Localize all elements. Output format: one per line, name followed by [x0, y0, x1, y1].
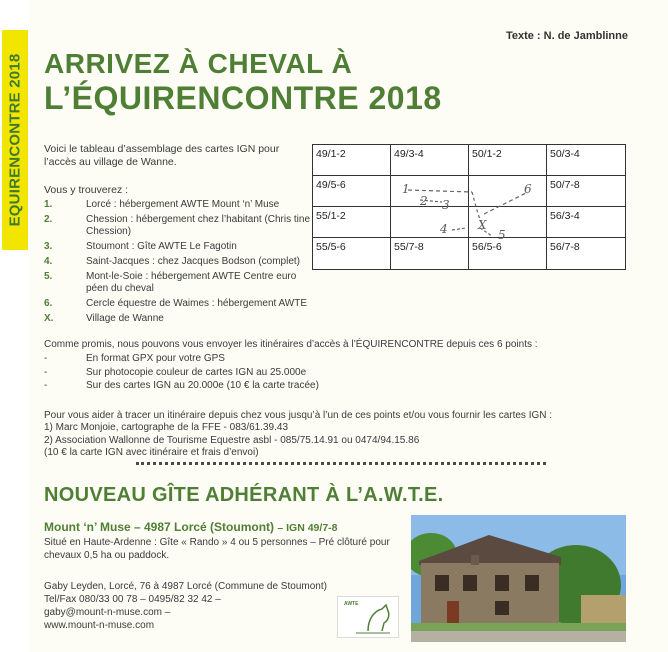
list-item: [44, 313, 319, 325]
list-item-text: Saint-Jacques : chez Jacques Bodson (complet): [86, 255, 300, 267]
map-cell: 49/5-6: [313, 176, 391, 207]
promise-item-text: Sur des cartes IGN au 20.000e (10 € la carte tracée): [86, 380, 319, 392]
map-cell: 55/1-2: [313, 207, 391, 238]
promise-item: [44, 380, 644, 392]
route-label-x: X: [478, 218, 487, 232]
list-item-number: 4.: [44, 255, 53, 267]
map-cell: 50/3-4: [547, 145, 625, 176]
house-photo: [411, 515, 626, 642]
list-item-number: 3.: [44, 241, 53, 253]
list-item: [44, 298, 319, 310]
route-label-5: 5: [498, 228, 506, 242]
list-item: [44, 199, 319, 211]
gite-title: [44, 520, 338, 534]
help-line: Pour vous aider à tracer un itinéraire depuis chez vous jusqu’à l’un de ces points et/ou vous fournir les cartes IGN :: [44, 410, 553, 421]
list-item-number: 2.: [44, 213, 53, 225]
list-item: [44, 241, 319, 253]
list-item: [44, 271, 319, 296]
bullet-dash: -: [44, 380, 48, 392]
contact-email: gaby@mount-n-muse.com –: [44, 607, 171, 618]
map-cell: 56/7-8: [550, 241, 580, 253]
map-cell: 49/3-4: [391, 145, 469, 176]
gite-name: Mount ‘n’ Muse – 4987 Lorcé (Stoumont): [44, 520, 275, 534]
contact-phone: Tel/Fax 080/33 00 78 – 0495/82 32 42 –: [44, 594, 221, 605]
list-item-number: 1.: [44, 199, 53, 210]
list-item-text: Lorcé : hébergement AWTE Mount ‘n’ Muse: [86, 199, 280, 210]
route-label-4: 4: [440, 222, 448, 236]
help-line: 1) Marc Monjoie, cartographe de la FFE - 083/61.39.43: [44, 422, 289, 434]
ign-map-grid: [312, 144, 626, 270]
dotted-divider: [136, 462, 546, 465]
map-cell: 55/7-8: [391, 238, 469, 269]
help-section: [44, 410, 644, 459]
gite-contact: [44, 580, 344, 632]
location-list: [44, 199, 319, 328]
side-label: EQUIRENCONTRE 2018: [6, 53, 24, 227]
title-line-1: ARRIVEZ À CHEVAL À: [44, 48, 353, 79]
map-cell: 56/5-6: [469, 238, 547, 269]
route-label-6: 6: [524, 182, 532, 196]
list-item: [44, 214, 319, 239]
gite-description: Situé en Haute-Ardenne : Gîte « Rando » 4 ou 5 personnes – Pré clôturé pour chevaux 0,5 ha ou paddock.: [44, 537, 390, 561]
promise-section: [44, 339, 644, 393]
bullet-dash: -: [44, 366, 48, 378]
page-title: [44, 50, 442, 114]
help-line: (10 € la carte IGN avec itinéraire et frais d’envoi): [44, 446, 259, 458]
section-heading: NOUVEAU GÎTE ADHÉRANT À L’A.W.T.E.: [44, 484, 444, 506]
promise-item-text: En format GPX pour votre GPS: [86, 352, 225, 364]
list-item-number: 5.: [44, 270, 53, 282]
map-cell: 56/3-4: [547, 207, 625, 238]
promise-item-text: Sur photocopie couleur de cartes IGN au 25.000e: [86, 366, 307, 378]
list-item: [44, 256, 319, 268]
help-line: 2) Association Wallonne de Tourisme Equestre asbl - 085/75.14.91 ou 0474/94.15.86: [44, 434, 420, 446]
list-item-number: 6.: [44, 298, 53, 310]
map-cell: 49/1-2: [313, 145, 391, 176]
list-title: Vous y trouverez :: [44, 184, 129, 196]
route-label-3: 3: [442, 198, 450, 212]
author-credit: Texte : N. de Jamblinne: [505, 30, 628, 42]
awte-logo: [337, 596, 399, 638]
list-item-number: X.: [44, 312, 54, 324]
contact-website: www.mount-n-muse.com: [44, 620, 155, 631]
map-cell: [391, 207, 469, 238]
intro-paragraph: Voici le tableau d’assemblage des cartes IGN pour l’accès au village de Wanne.: [44, 143, 280, 168]
bullet-dash: -: [44, 352, 48, 364]
route-label-2: 2: [420, 194, 428, 208]
map-cell: [469, 176, 547, 207]
list-item-text: Cercle équestre de Waimes : hébergement AWTE: [86, 298, 308, 310]
list-item-text: Village de Wanne: [86, 312, 164, 324]
list-item-text: Mont-le-Soie : hébergement AWTE Centre euro péen du cheval: [86, 270, 297, 295]
map-cell: 55/5-6: [313, 238, 391, 269]
promise-item: [44, 367, 644, 379]
list-item-text: Stoumont : Gîte AWTE Le Fagotin: [86, 241, 237, 253]
contact-address: Gaby Leyden, Lorcé, 76 à 4987 Lorcé (Commune de Stoumont): [44, 581, 327, 592]
gite-ign: – IGN 49/7-8: [277, 522, 338, 534]
map-cell: 50/7-8: [547, 176, 625, 207]
promise-item: [44, 353, 644, 365]
logo-text: AWTE: [344, 601, 359, 607]
title-line-2: L’ÉQUIRENCONTRE 2018: [44, 80, 442, 116]
promise-intro: Comme promis, nous pouvons vous envoyer les itinéraires d’accès à l’ÉQUIRENCONTRE depuis ces 6 points :: [44, 339, 538, 350]
map-cell: 50/1-2: [469, 145, 547, 176]
list-item-text: Chession : hébergement chez l’habitant (Chris tine Chession): [86, 213, 311, 238]
route-label-1: 1: [402, 182, 410, 196]
